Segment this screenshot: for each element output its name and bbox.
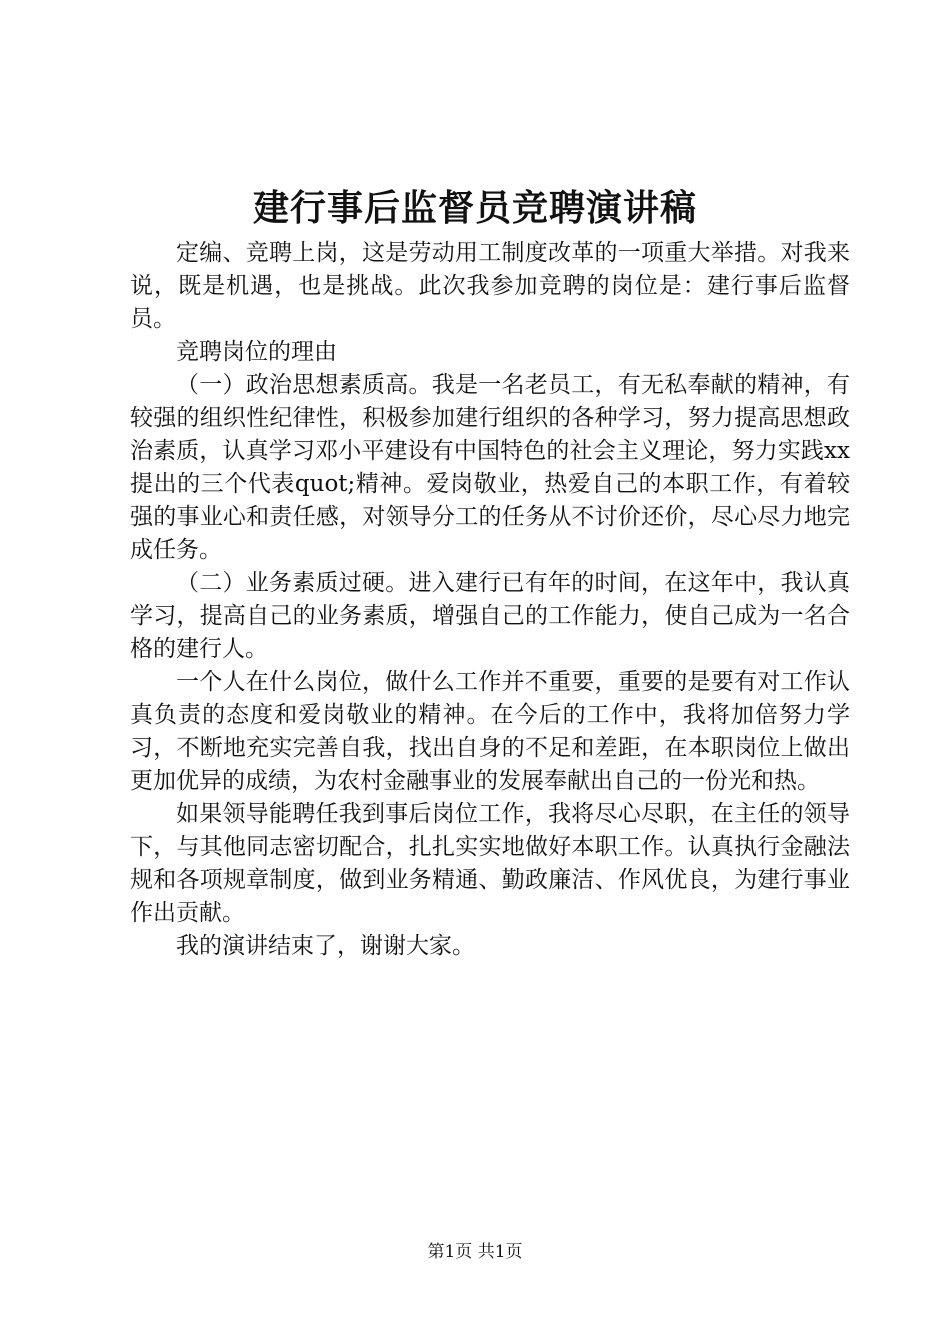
paragraph-commitment: 如果领导能聘任我到事后岗位工作，我将尽心尽职，在主任的领导下，与其他同志密切配合，扎扎实实地做好本职工作。认真执行金融法规和各项规章制度，做到业务精通、勤政廉洁、作风优良，为建行事业作出贡献。 bbox=[130, 801, 850, 926]
paragraph-intro: 定编、竞聘上岗，这是劳动用工制度改革的一项重大举措。对我来说，既是机遇，也是挑战。此次我参加竞聘的岗位是：建行事后监督员。 bbox=[130, 240, 850, 332]
document-body bbox=[130, 237, 850, 963]
paragraph-closing: 我的演讲结束了，谢谢大家。 bbox=[176, 933, 475, 959]
paragraph-reason-one: （一）政治思想素质高。我是一名老员工，有无私奉献的精神，有较强的组织性纪律性，积极参加建行组织的各种学习，努力提高思想政治素质，认真学习邓小平建设有中国特色的社会主义理论，努力实践xx提出的三个代表quot;精神。爱岗敬业，热爱自己的本职工作，有着较强的事业心和责任感，对领导分工的任务从不讨价还价，尽心尽力地完成任务。 bbox=[130, 372, 850, 563]
paragraph-reason-two: （二）业务素质过硬。进入建行已有年的时间，在这年中，我认真学习，提高自己的业务素质，增强自己的工作能力，使自己成为一名合格的建行人。 bbox=[130, 570, 850, 662]
document-title: 建行事后监督员竞聘演讲稿 bbox=[252, 187, 697, 229]
paragraph-heading-reasons: 竞聘岗位的理由 bbox=[176, 339, 337, 365]
page-footer: 第1页 共1页 bbox=[427, 1242, 523, 1262]
paragraph-attitude: 一个人在什么岗位，做什么工作并不重要，重要的是要有对工作认真负责的态度和爱岗敬业的精神。在今后的工作中，我将加倍努力学习，不断地充实完善自我，找出自身的不足和差距，在本职岗位上做出更加优异的成绩，为农村金融事业的发展奉献出自己的一份光和热。 bbox=[130, 669, 850, 794]
